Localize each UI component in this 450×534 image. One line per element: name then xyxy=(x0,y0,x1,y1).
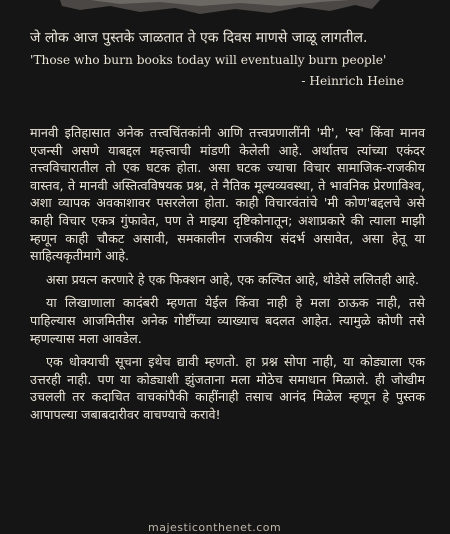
epigraph-attribution: - Heinrich Heine xyxy=(301,74,404,88)
paragraph-1: मानवी इतिहासात अनेक तत्त्वचिंतकांनी आणि तत्त्वप्रणालींनी 'मी', 'स्व' किंवा मानव एजन्सी असणे याबद्दल महत्त्वाची मांडणी केलेली आहे. अर्थातच त्यांच्या एकंदर तत्त्वविचारातील तो एक घटक होता. असा घटक ज्याचा विचार सामाजिक-राजकीय वास्तव, ते मानवी अस्तित्वविषयक प्रश्न, ते नैतिक मूल्यव्यवस्था, ते भावनिक प्रेरणाविश्व, अशा व्यापक अवकाशावर पसरलेला होता. काही विचारवंतांचे 'मी कोण'बद्दलचे असे काही विचार एकत्र गुंफावेत, पण ते माझ्या दृष्टिकोनातून; अशाप्रकारे की त्याला माझी म्हणून काही चौकट असावी, समकालीन राजकीय संदर्भ असावेत, असा हेतू या साहित्यकृतीमागे आहे. xyxy=(30,125,425,264)
paragraph-3: या लिखाणाला कादंबरी म्हणता येईल किंवा नाही हे मला ठाऊक नाही, तसे पाहिल्यास आजमितीस अनेक गोष्टींच्या व्याख्याच बदलत आहेत. त्यामुळे कोणी तसे म्हणल्यास मला आवडेल. xyxy=(30,295,425,346)
epigraph xyxy=(30,28,420,91)
cover-art-strip xyxy=(0,0,450,22)
epigraph-marathi: जे लोक आज पुस्तके जाळतात ते एक दिवस माणसे जाळू लागतील. xyxy=(30,30,368,46)
blurb-body xyxy=(30,124,425,430)
paragraph-2: असा प्रयत्न करणारे हे एक फिक्शन आहे, एक कल्पित आहे, थोडेसे ललितही आहे. xyxy=(46,271,420,287)
paragraph-4: एक धोक्याची सूचना इथेच द्यावी म्हणतो. हा प्रश्न सोपा नाही, या कोड्याला एक उत्तरही नाही. पण या कोड्याशी झुंजताना मला मोठेच समाधान मिळाले. ही जोखीम उचलली तर कदाचित वाचकांपैकी काहींनाही तसाच आनंद मिळेल म्हणून हे पुस्तक आपापल्या जबाबदारीवर वाचण्याचे करावे! xyxy=(30,354,425,422)
watermark: majesticonthenet.com xyxy=(148,521,282,534)
epigraph-english: 'Those who burn books today will eventually burn people' xyxy=(30,53,387,67)
